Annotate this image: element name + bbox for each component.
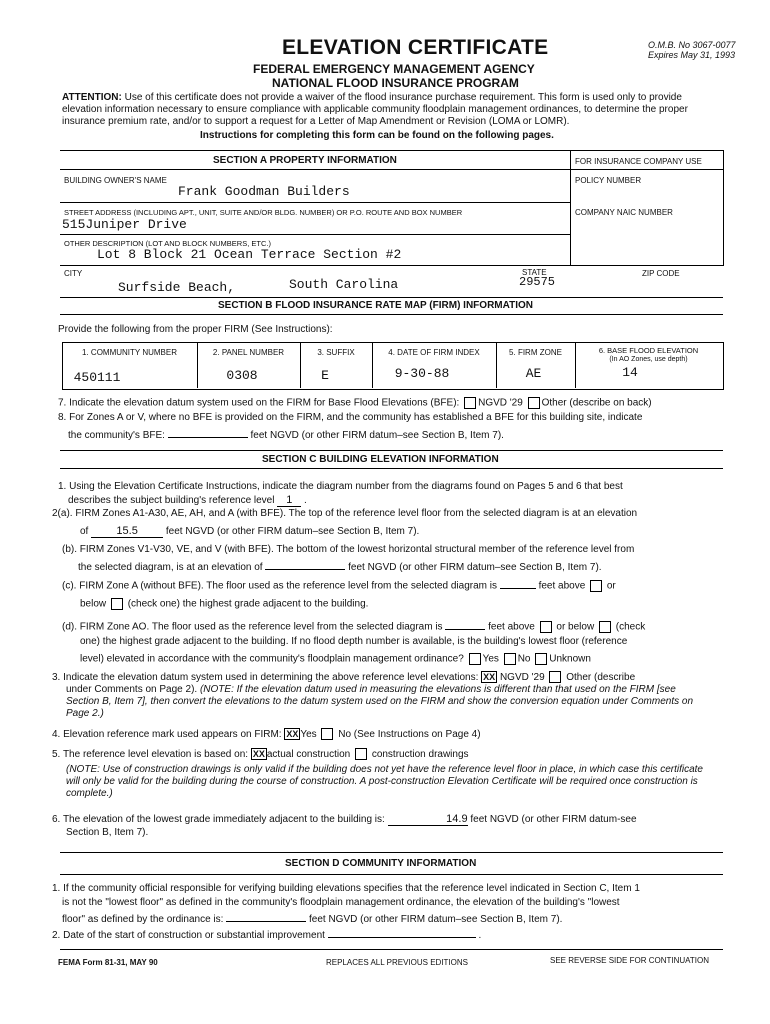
street-address-label: STREET ADDRESS (INCLUDING APT., UNIT, SUITE AND/OR BLDG. NUMBER) OR P.O. ROUTE AND BOX NUMBER: [64, 208, 463, 217]
community-bfe-unit: feet NGVD (or other FIRM datum–see Section B, Item 7).: [250, 430, 504, 441]
c4-text: 4. Elevation reference mark used appears on FIRM:: [52, 729, 282, 740]
c2a-unit: feet NGVD (or other FIRM datum–see Section B, Item 7).: [165, 526, 420, 537]
c1-text: 1. Using the Elevation Certificate Instructions, indicate the diagram number from the diagrams found on Pages 5 and 6 that best: [58, 481, 623, 492]
c5-actual-label: actual construction: [266, 749, 351, 760]
c6-line2: Section B, Item 7).: [66, 827, 149, 838]
agency-name: FEDERAL EMERGENCY MANAGEMENT AGENCY: [253, 62, 535, 76]
program-name: NATIONAL FLOOD INSURANCE PROGRAM: [272, 76, 519, 90]
section-c-title: SECTION C BUILDING ELEVATION INFORMATION: [262, 454, 499, 465]
firm-index-date-field[interactable]: 9-30-88: [394, 366, 450, 381]
c2b-text: (b). FIRM Zones V1-V30, VE, and V (with BFE). The bottom of the lowest horizontal structural member of the reference level from: [62, 544, 635, 555]
c5-drawings-checkbox[interactable]: [355, 748, 367, 760]
state-field[interactable]: South Carolina: [289, 277, 399, 292]
form-number: FEMA Form 81-31, MAY 90: [58, 958, 158, 967]
ngvd-29-label: NGVD '29: [478, 397, 523, 409]
ordinance-yes-label: Yes: [482, 653, 499, 665]
section-a-title: SECTION A PROPERTY INFORMATION: [213, 155, 397, 166]
c3-text: 3. Indicate the elevation datum system used in determining the above reference level elevations:: [52, 672, 479, 683]
zone-a-below-checkbox[interactable]: [111, 598, 123, 610]
owner-name-label: BUILDING OWNER'S NAME: [64, 176, 167, 185]
ordinance-yes-checkbox[interactable]: [469, 653, 481, 665]
c3-line2: [66, 684, 706, 720]
policy-number-label: POLICY NUMBER: [575, 176, 642, 185]
diagram-number-field[interactable]: 1: [277, 494, 301, 507]
c2d-line3: [80, 653, 591, 666]
city-field[interactable]: Surfside Beach,: [118, 280, 236, 295]
c5-text: 5. The reference level elevation is based on:: [52, 749, 249, 760]
c2b-elevation-label: the selected diagram, is at an elevation of: [78, 562, 263, 573]
c2c-below-label: below: [80, 598, 107, 610]
community-bfe-label: the community's BFE:: [68, 430, 165, 441]
c3-note: (NOTE: If the elevation datum used in measuring the elevations is different than that used on the FIRM [see Section B, Item 7], then convert the elevations to the datum system used on the FIRM and show the conversion equation under Comments on Page 2.): [66, 684, 694, 719]
zone-ao-feet-field[interactable]: [445, 629, 485, 630]
panel-number-field[interactable]: 0308: [226, 368, 258, 383]
zone-a-feet-field[interactable]: [500, 588, 536, 589]
continuation-note: SEE REVERSE SIDE FOR CONTINUATION: [550, 956, 709, 965]
c2d-text: (d). FIRM Zone AO. The floor used as the reference level from the selected diagram is: [62, 621, 443, 633]
c3-comments: under Comments on Page 2).: [66, 684, 198, 695]
c1-reference-label: describes the subject building's reference level: [68, 495, 275, 506]
c3-other-label: Other (describe: [566, 672, 636, 683]
lowest-floor-field[interactable]: [226, 921, 306, 922]
construction-start-date-field[interactable]: [328, 937, 476, 938]
firm-zone-field[interactable]: AE: [525, 366, 542, 381]
reference-elevation-field[interactable]: 15.5: [91, 525, 163, 538]
item-8-bfe: [68, 430, 504, 442]
other-description-label: OTHER DESCRIPTION (LOT AND BLOCK NUMBERS, ETC.): [64, 239, 271, 248]
c2d-below-label: or below: [556, 621, 595, 633]
other-datum-label: Other (describe on back): [541, 397, 652, 409]
omb-number: O.M.B. No 3067-0077: [648, 40, 736, 50]
c4-yes-label: Yes: [300, 729, 317, 740]
instructions-note: Instructions for completing this form can be found on the following pages.: [200, 130, 554, 141]
community-number-label: 1. COMMUNITY NUMBER: [82, 348, 177, 357]
d1-line2: is not the "lowest floor" as defined in the community's floodplain management ordinance, the elevation of the building's "lowest: [62, 897, 620, 908]
c6-unit: feet NGVD (or other FIRM datum-see: [470, 814, 637, 825]
c2c-line2: [80, 598, 368, 611]
c5-drawings-label: construction drawings: [371, 749, 469, 760]
c2c-text: (c). FIRM Zone A (without BFE). The floor used as the reference level from the selected diagram is: [62, 580, 497, 592]
c5-actual-checkbox-checked[interactable]: XX: [252, 749, 265, 759]
replaces-note: REPLACES ALL PREVIOUS EDITIONS: [326, 958, 468, 967]
d1-unit: feet NGVD (or other FIRM datum–see Section B, Item 7).: [309, 914, 563, 925]
street-address-field[interactable]: 515Juniper Drive: [62, 217, 187, 232]
c2d-above-label: feet above: [488, 621, 535, 633]
owner-name-field[interactable]: Frank Goodman Builders: [178, 184, 350, 199]
c6-line: [52, 813, 637, 826]
c2c-check-text: (check one) the highest grade adjacent to the building.: [127, 598, 369, 610]
form-title: ELEVATION CERTIFICATE: [282, 36, 549, 59]
c2c-above-label: feet above: [538, 580, 586, 592]
other-description-field[interactable]: Lot 8 Block 21 Ocean Terrace Section #2: [97, 247, 402, 262]
zone-a-above-checkbox[interactable]: [590, 580, 602, 592]
bfe-sublabel: (In AO Zones, use depth): [609, 356, 688, 363]
c4-no-label: No (See Instructions on Page 4): [338, 729, 481, 740]
item-7-text: 7. Indicate the elevation datum system used on the FIRM for Base Flood Elevations (BFE):: [58, 397, 460, 409]
c3-ngvd-label: NGVD '29: [499, 672, 545, 683]
c2d-line2: one) the highest grade adjacent to the building. If no flood depth number is available, is the building's lowest floor (reference: [80, 636, 628, 647]
community-bfe-field[interactable]: [168, 437, 248, 438]
c3-other-checkbox[interactable]: [549, 671, 561, 683]
section-b-intro: Provide the following from the proper FIRM (See Instructions):: [58, 324, 333, 335]
panel-number-label: 2. PANEL NUMBER: [212, 348, 285, 357]
c2a-text: 2(a). FIRM Zones A1-A30, AE, AH, and A (with BFE). The top of the reference level floor from the selected diagram is at an elevation: [52, 508, 638, 519]
c6-text: 6. The elevation of the lowest grade immediately adjacent to the building is:: [52, 814, 385, 825]
firm-index-date-label: 4. DATE OF FIRM INDEX: [388, 348, 480, 357]
c2b-line2: [78, 562, 602, 574]
c2a-line2: [80, 525, 419, 538]
zone-ao-above-checkbox[interactable]: [540, 621, 552, 633]
attention-text: Use of this certificate does not provide a waiver of the flood insurance purchase requirement. This form is used only to provide elevation information necessary to ensure compliance with applicable community floodplain management ordinances, to determine the proper insurance premium rate, and/or to support a request for a Letter of Map Amendment or Revision (LOMA or LOMR).: [62, 92, 688, 127]
ngvd-29-checkbox[interactable]: [464, 397, 476, 409]
suffix-field[interactable]: E: [321, 368, 329, 383]
c3-line1: [52, 671, 635, 684]
section-b-title: SECTION B FLOOD INSURANCE RATE MAP (FIRM) INFORMATION: [218, 300, 533, 311]
c2a-of-label: of: [80, 526, 89, 537]
d1-line1: 1. If the community official responsible for verifying building elevations specifies that the reference level indicated in Section C, Item 1: [52, 883, 640, 894]
ordinance-unknown-label: Unknown: [549, 653, 591, 665]
c2d-question: level) elevated in accordance with the community's floodplain management ordinance?: [80, 653, 464, 665]
c4-no-checkbox[interactable]: [321, 728, 333, 740]
c3-ngvd-checkbox-checked[interactable]: XX: [483, 672, 496, 682]
d2-line: 2. Date of the start of construction or substantial improvement .: [52, 930, 482, 941]
zip-field[interactable]: 29575: [519, 275, 556, 289]
lowest-grade-field[interactable]: 14.9: [388, 813, 468, 826]
firm-zone-label: 5. FIRM ZONE: [509, 348, 562, 357]
item-8-text: 8. For Zones A or V, where no BFE is provided on the FIRM, and the community has established a BFE for this building site, indicate: [58, 412, 643, 423]
c1-line2: describes the subject building's reference level 1 .: [68, 494, 307, 506]
c2c-line1: [62, 580, 616, 593]
suffix-label: 3. SUFFIX: [317, 348, 355, 357]
d1-lowest-floor-label: floor" as defined by the ordinance is:: [62, 914, 224, 925]
other-datum-checkbox[interactable]: [528, 397, 540, 409]
c2b-unit: feet NGVD (or other FIRM datum–see Section B, Item 7).: [348, 562, 602, 573]
d2-text: 2. Date of the start of construction or substantial improvement: [52, 930, 325, 941]
ordinance-unknown-checkbox[interactable]: [535, 653, 547, 665]
c2d-line1: [62, 621, 645, 634]
attention-label: ATTENTION:: [62, 92, 122, 103]
omb-expiry: Expires May 31, 1993: [648, 50, 736, 60]
state-label: STATE: [522, 268, 547, 277]
attention-notice: [62, 92, 722, 128]
bfe-label: 6. BASE FLOOD ELEVATION: [598, 346, 699, 355]
insurance-use-label: FOR INSURANCE COMPANY USE: [575, 157, 702, 166]
c4-yes-checkbox-checked[interactable]: XX: [286, 729, 299, 739]
c2c-or-label: or: [606, 580, 616, 592]
naic-number-label: COMPANY NAIC NUMBER: [575, 208, 673, 217]
v-zone-elevation-field[interactable]: [265, 569, 345, 570]
c5-line: [52, 748, 469, 761]
city-label: CITY: [64, 269, 83, 278]
c4-line: [52, 728, 481, 741]
d1-line3: [62, 914, 562, 926]
bfe-field[interactable]: 14: [622, 365, 638, 380]
zip-label: ZIP CODE: [642, 269, 680, 278]
community-number-field[interactable]: 450111: [73, 370, 121, 385]
section-d-title: SECTION D COMMUNITY INFORMATION: [285, 858, 477, 869]
c5-note: (NOTE: Use of construction drawings is only valid if the building does not yet have the reference level floor in place, in which case this certificate will only be valid for the building during the course of construction. A post-construction Elevation Certificate will be required once construction is complete.): [66, 764, 703, 799]
ordinance-no-label: No: [517, 653, 531, 665]
ordinance-no-checkbox[interactable]: [504, 653, 516, 665]
item-7-datum: [58, 397, 652, 410]
zone-ao-below-checkbox[interactable]: [599, 621, 611, 633]
c2d-check-label: (check: [615, 621, 646, 633]
